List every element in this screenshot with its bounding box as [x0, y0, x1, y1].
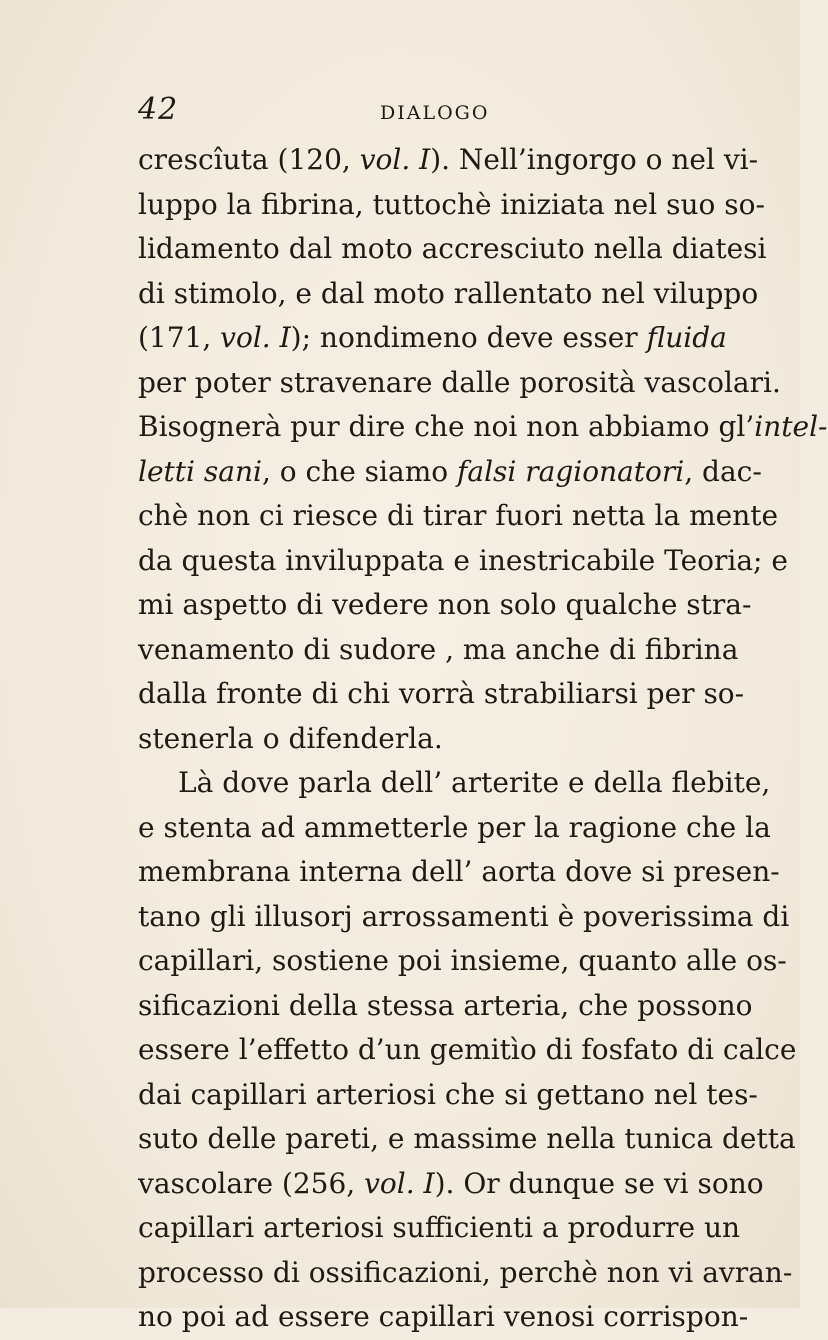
- text-run: dai capillari arteriosi che si gettano nel tes-: [138, 1077, 758, 1111]
- text-run: Là dove parla dell’ arterite e della flebite,: [178, 766, 771, 799]
- text-line: [138, 1117, 796, 1162]
- text-run: vascolare (256,: [138, 1166, 365, 1200]
- page-header: [138, 92, 698, 132]
- italic-text: vol. I: [359, 143, 431, 176]
- text-run: dalla fronte di chi vorrà strabiliarsi per so-: [138, 677, 745, 710]
- text-run: e stenta ad ammetterle per la ragione che la: [138, 810, 771, 844]
- text-run: , o che siamo: [261, 454, 458, 488]
- italic-text: intel-: [754, 410, 828, 443]
- text-line: [138, 1073, 758, 1118]
- text-line: [138, 895, 790, 940]
- text-run: chè non ci riesce di tirar fuori netta la mente: [138, 499, 779, 532]
- text-line: [138, 806, 771, 851]
- text-run: sificazioni della stessa arteria, che possono: [138, 988, 753, 1022]
- text-line: [138, 361, 781, 406]
- text-line: [138, 138, 759, 183]
- text-line: [138, 1295, 749, 1340]
- text-run: capillari, sostiene poi insieme, quanto alle os-: [138, 944, 787, 977]
- running-head: DIALOGO: [380, 102, 490, 124]
- text-line: [138, 494, 779, 539]
- italic-text: fluida: [646, 321, 727, 354]
- text-line: [138, 450, 762, 495]
- text-line: [138, 227, 767, 272]
- text-line: [138, 628, 739, 673]
- text-line: [138, 717, 698, 762]
- italic-text: vol. I: [220, 321, 291, 354]
- text-run: stenerla o difenderla.: [138, 721, 443, 755]
- text-line: [138, 405, 828, 450]
- text-line: [138, 850, 780, 895]
- text-run: di stimolo, e dal moto rallentato nel viluppo: [138, 276, 759, 310]
- italic-text: vol. I: [364, 1166, 435, 1200]
- text-run: mi aspetto di vedere non solo qualche stra-: [138, 588, 752, 621]
- page-number: 42: [138, 92, 179, 127]
- text-line: [138, 583, 752, 628]
- text-run: crescîuta (120,: [138, 143, 360, 176]
- text-run: suto delle pareti, e massime nella tunica detta: [138, 1122, 796, 1155]
- text-line: [138, 984, 753, 1029]
- text-run: venamento di sudore , ma anche di fibrina: [138, 632, 739, 666]
- text-line: [138, 1251, 793, 1296]
- text-run: luppo la fibrina, tuttochè iniziata nel suo so-: [138, 187, 765, 221]
- text-line: [138, 761, 771, 806]
- italic-text: letti sani: [138, 454, 262, 488]
- text-run: ). Nell’ingorgo o nel vi-: [430, 143, 759, 176]
- body-text: [138, 138, 828, 1340]
- text-run: (171,: [138, 321, 221, 354]
- text-line: [138, 1028, 797, 1073]
- text-line: [138, 183, 765, 228]
- text-run: Bisognerà pur dire che noi non abbiamo gl’: [138, 410, 755, 443]
- text-line: [138, 1162, 764, 1207]
- text-line: [138, 316, 727, 361]
- text-run: per poter stravenare dalle porosità vascolari.: [138, 365, 781, 399]
- text-line: [138, 1206, 741, 1251]
- text-run: membrana interna dell’ aorta dove si presen-: [138, 855, 780, 888]
- text-line: [138, 539, 788, 584]
- text-run: no poi ad essere capillari venosi corrispon-: [138, 1300, 749, 1333]
- text-line: [138, 939, 787, 984]
- text-run: processo di ossificazioni, perchè non vi avran-: [138, 1255, 793, 1289]
- text-run: capillari arteriosi sufficienti a produrre un: [138, 1211, 741, 1244]
- text-run: essere l’effetto d’un gemitìo di fosfato di calce: [138, 1033, 797, 1066]
- text-run: lidamento dal moto accresciuto nella diatesi: [138, 232, 767, 265]
- text-run: , dac-: [684, 454, 762, 488]
- text-run: ); nondimeno deve esser: [290, 321, 647, 354]
- text-run: tano gli illusorj arrossamenti è poverissima di: [138, 899, 790, 933]
- text-line: [138, 672, 745, 717]
- italic-text: falsi ragionatori: [457, 454, 685, 488]
- text-line: [138, 272, 759, 317]
- text-run: ). Or dunque se vi sono: [434, 1166, 764, 1200]
- text-run: da questa inviluppata e inestricabile Teoria; e: [138, 543, 788, 577]
